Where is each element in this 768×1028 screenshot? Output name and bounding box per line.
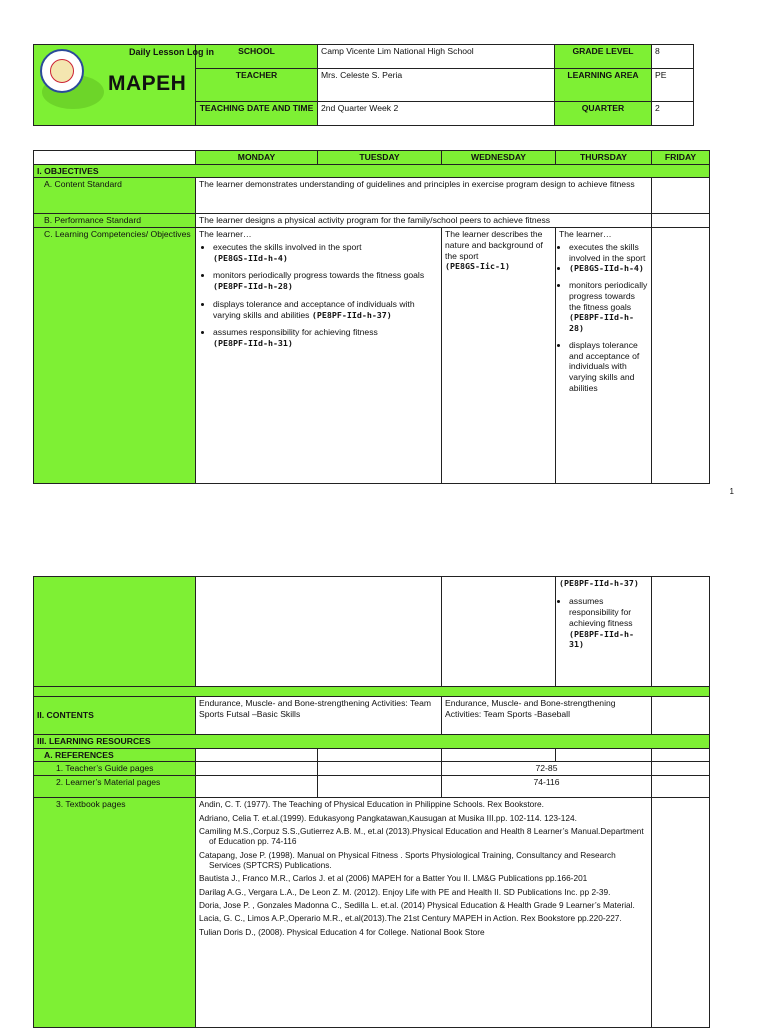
quarter-value: 2 [652, 101, 694, 125]
performance-standard-text: The learner designs a physical activity program for the family/school peers to achieve fitness [196, 214, 652, 228]
competency-item: • (PE8GS-IId-h-4) [569, 263, 648, 274]
competency-item: • displays tolerance and acceptance of individuals with varying skills and abilities [569, 340, 648, 394]
friday-cell [652, 178, 710, 214]
friday-cell [652, 798, 710, 1028]
deped-seal-icon [40, 49, 84, 93]
grade-label: GRADE LEVEL [555, 45, 652, 69]
day-monday: MONDAY [196, 151, 318, 165]
dll-title: Daily Lesson Log in [128, 47, 214, 57]
lm-value: 74-116 [442, 776, 652, 798]
contents-mon-tue: Endurance, Muscle- and Bone-strengthening Activities: Team Sports Futsal –Basic Skills [196, 697, 442, 735]
friday-cell [652, 762, 710, 776]
ref-cell [556, 748, 652, 762]
mon-tue-cont [196, 577, 442, 687]
date-label: TEACHING DATE AND TIME [196, 101, 318, 125]
day-thursday: THURSDAY [556, 151, 652, 165]
ref-cell [318, 776, 442, 798]
competency-item: • monitors periodically progress towards the fitness goals (PE8PF-IId-h-28) [213, 270, 438, 291]
quarter-label: QUARTER [555, 101, 652, 125]
mon-tue-intro: The learner… [199, 229, 252, 240]
friday-cell [652, 228, 710, 484]
ref-cell [318, 748, 442, 762]
competency-item: • monitors periodically progress towards the fitness goals (PE8PF-IId-h-28) [569, 280, 648, 334]
reference-item: Andin, C. T. (1977). The Teaching of Physical Education in Philippine Schools. Rex Bookstore. [199, 799, 544, 810]
ref-cell [196, 748, 318, 762]
reference-item: Camiling M.S.,Corpuz S.S.,Gutierrez A.B. M., et.al (2013).Physical Education and Health 8 Learner’s Manual.Department of Education pp. 74-116 [199, 825, 644, 847]
resources-heading: III. LEARNING RESOURCES [34, 735, 710, 749]
thu-competencies: The learner… • executes the skills involved in the sport • (PE8GS-IId-h-4) • monitors periodically progress towards the fitness goals (PE8PF-IId-h-28) • displays tolerance and acceptance of individuals with varying skills and abilities [556, 228, 652, 484]
textbook-refs [196, 798, 652, 1028]
wed-cont [442, 577, 556, 687]
page-number: 1 [729, 487, 734, 496]
contents-heading: II. CONTENTS [34, 697, 196, 735]
date-value: 2nd Quarter Week 2 [318, 101, 555, 125]
reference-item: Lacia, G. C., Limos A.P.,Operario M.R., et.al(2013).The 21st Century MAPEH in Action. Rex Bookstore pp.220-227. [199, 913, 622, 924]
day-friday: FRIDAY [652, 151, 710, 165]
school-label: SCHOOL [196, 45, 318, 69]
references-label: A. REFERENCES [34, 748, 196, 762]
tg-label: 1. Teacher’s Guide pages [34, 762, 196, 776]
school-value: Camp Vicente Lim National High School [318, 45, 555, 69]
ref-cell [196, 762, 318, 776]
grade-value: 8 [652, 45, 694, 69]
content-standard-text: The learner demonstrates understanding of guidelines and principles in exercise program design to achieve fitness [196, 178, 652, 214]
reference-item: Doria, Jose P. , Gonzales Madonna C., Sedilla L. et.al. (2014) Physical Education & Health Grade 9 Learner’s Material. [199, 900, 635, 911]
friday-cell [652, 577, 710, 687]
textbook-label: 3. Textbook pages [34, 798, 196, 1028]
lm-label: 2. Learner’s Material pages [34, 776, 196, 798]
competencies-cont-label [34, 577, 196, 687]
ref-cell [196, 776, 318, 798]
content-standard-label: A. Content Standard [34, 178, 196, 214]
performance-standard-label: B. Performance Standard [34, 214, 196, 228]
reference-item: Adriano, Celia T. et.al.(1999). Edukasyong Pangkatawan,Kausugan at Musika III.pp. 102-114. 123-124. [199, 812, 577, 823]
competencies-label: C. Learning Competencies/ Objectives [34, 228, 196, 484]
objectives-heading: I. OBJECTIVES [34, 164, 710, 178]
competency-item: • executes the skills involved in the sport [569, 242, 648, 263]
day-wednesday: WEDNESDAY [442, 151, 556, 165]
teacher-value: Mrs. Celeste S. Peria [318, 69, 555, 101]
header-table [33, 44, 694, 126]
subject-title: MAPEH [108, 72, 187, 95]
ref-cell [442, 748, 556, 762]
friday-cell [652, 697, 710, 735]
spacer-row [34, 687, 710, 697]
friday-cell [652, 776, 710, 798]
mon-tue-competencies [196, 228, 442, 484]
reference-item: Darilag A.G., Vergara L.A., De Leon Z. M. (2012). Enjoy Life with PE and Health II. SD Publications Inc. pp 2-39. [199, 886, 611, 897]
teacher-label: TEACHER [196, 69, 318, 101]
contents-table [33, 576, 710, 1028]
objectives-table [33, 150, 710, 484]
contents-wed-thu: Endurance, Muscle- and Bone-strengthening Activities: Team Sports -Baseball [442, 697, 652, 735]
friday-cell [652, 748, 710, 762]
logo-cell [34, 45, 214, 126]
friday-cell [652, 214, 710, 228]
reference-item: Catapang, Jose P. (1998). Manual on Physical Fitness . Sports Physiological Training, Consultancy and Research Services (SPTCRS) Publications. [199, 849, 616, 870]
tg-value: 72-85 [442, 762, 652, 776]
thu-cont: (PE8PF-IId-h-37) • assumes responsibility for achieving fitness (PE8PF-IId-h-31) [556, 577, 652, 687]
competency-item: • displays tolerance and acceptance of individuals with varying skills and abilities (PE8PF-IId-h-37) [213, 299, 438, 320]
area-value: PE [652, 69, 694, 101]
ref-cell [318, 762, 442, 776]
blank-corner [34, 151, 196, 165]
wed-competency: The learner describes the nature and background of the sport (PE8GS-Iic-1) [442, 228, 556, 484]
competency-item: • assumes responsibility for achieving fitness (PE8PF-IId-h-31) [213, 327, 438, 348]
reference-item: Bautista J., Franco M.R., Carlos J. et al (2006) MAPEH for a Batter You II. LM&G Publications pp.166-201 [199, 873, 588, 884]
area-label: LEARNING AREA [555, 69, 652, 101]
reference-item: Tulian Doris D., (2008). Physical Education 4 for College. National Book Store [199, 926, 485, 937]
competency-item: • executes the skills involved in the sport (PE8GS-IId-h-4) [213, 242, 438, 263]
day-tuesday: TUESDAY [318, 151, 442, 165]
competency-item: • assumes responsibility for achieving fitness (PE8PF-IId-h-31) [569, 596, 648, 650]
